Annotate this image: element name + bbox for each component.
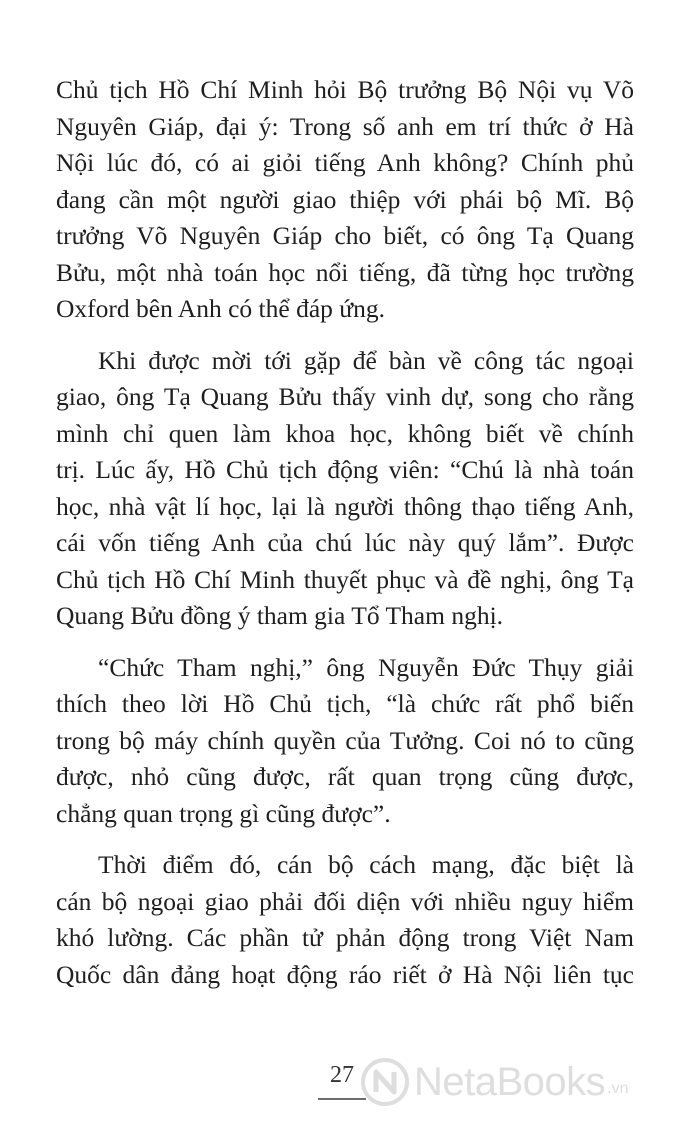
paragraph-1 (56, 72, 634, 328)
text-line: Nguyên Giáp, đại ý: Trong số anh em trí thức ở Hà (56, 111, 634, 141)
text-line: Quốc dân đảng hoạt động ráo riết ở Hà Nội liên tục (56, 959, 634, 989)
text-line: trưởng Võ Nguyên Giáp cho biết, có ông Tạ Quang (56, 221, 634, 250)
text-line: Thời điểm đó, cán bộ cách mạng, đặc biệt là (98, 850, 634, 879)
page-number: 27 (330, 1062, 354, 1088)
text-line: Khi được mời tới gặp để bàn về công tác ngoại (98, 345, 634, 375)
text-line: thích theo lời Hồ Chủ tịch, “là chức rất phổ biến (56, 689, 634, 718)
watermark-suffix: .vn (607, 1080, 629, 1097)
text-line: Nội lúc đó, có ai giỏi tiếng Anh không? Chính phủ (56, 148, 634, 177)
netabooks-n-logo-icon (360, 1057, 410, 1107)
text-line: học, nhà vật lí học, lại là người thông thạo tiếng Anh, (56, 491, 634, 521)
text-line: Bửu, một nhà toán học nổi tiếng, đã từng học trường (56, 257, 634, 287)
body-text (56, 72, 634, 1008)
watermark-brand: NetaBooks (414, 1059, 606, 1104)
text-line: giao, ông Tạ Quang Bửu thấy vinh dự, song cho rằng (56, 382, 634, 411)
paragraph-3 (56, 650, 634, 833)
text-line: Chủ tịch Hồ Chí Minh thuyết phục và đề nghị, ông Tạ (56, 564, 634, 594)
text-line: Chủ tịch Hồ Chí Minh hỏi Bộ trưởng Bộ Nội vụ Võ (56, 75, 634, 104)
text-line: cán bộ ngoại giao phải đối diện với nhiều nguy hiểm (56, 886, 634, 916)
text-line: chẳng quan trọng gì cũng được”. (56, 798, 391, 828)
text-line: mình chỉ quen làm khoa học, không biết về chính (56, 418, 634, 448)
text-line: Quang Bửu đồng ý tham gia Tổ Tham nghị. (56, 601, 504, 630)
page-footer (0, 1050, 700, 1121)
paragraph-2 (56, 343, 634, 635)
page-number-underline (318, 1098, 366, 1100)
text-line: Oxford bên Anh có thể đáp ứng. (56, 294, 385, 323)
text-line: trị. Lúc ấy, Hồ Chủ tịch động viên: “Chú là nhà toán (56, 455, 634, 484)
text-line: được, nhỏ cũng được, rất quan trọng cũng được, (56, 762, 634, 791)
text-line: trong bộ máy chính quyền của Tưởng. Coi nó to cũng (56, 725, 634, 755)
text-line: đang cần một người giao thiệp với phái bộ Mĩ. Bộ (56, 184, 634, 214)
paragraph-4 (56, 847, 634, 993)
text-line: khó lường. Các phần tử phản động trong Việt Nam (56, 923, 634, 952)
text-line: “Chức Tham nghị,” ông Nguyễn Đức Thụy giải (98, 652, 634, 682)
text-line: cái vốn tiếng Anh của chú lúc này quý lắm”. Được (56, 528, 634, 557)
netabooks-watermark (360, 1054, 629, 1110)
